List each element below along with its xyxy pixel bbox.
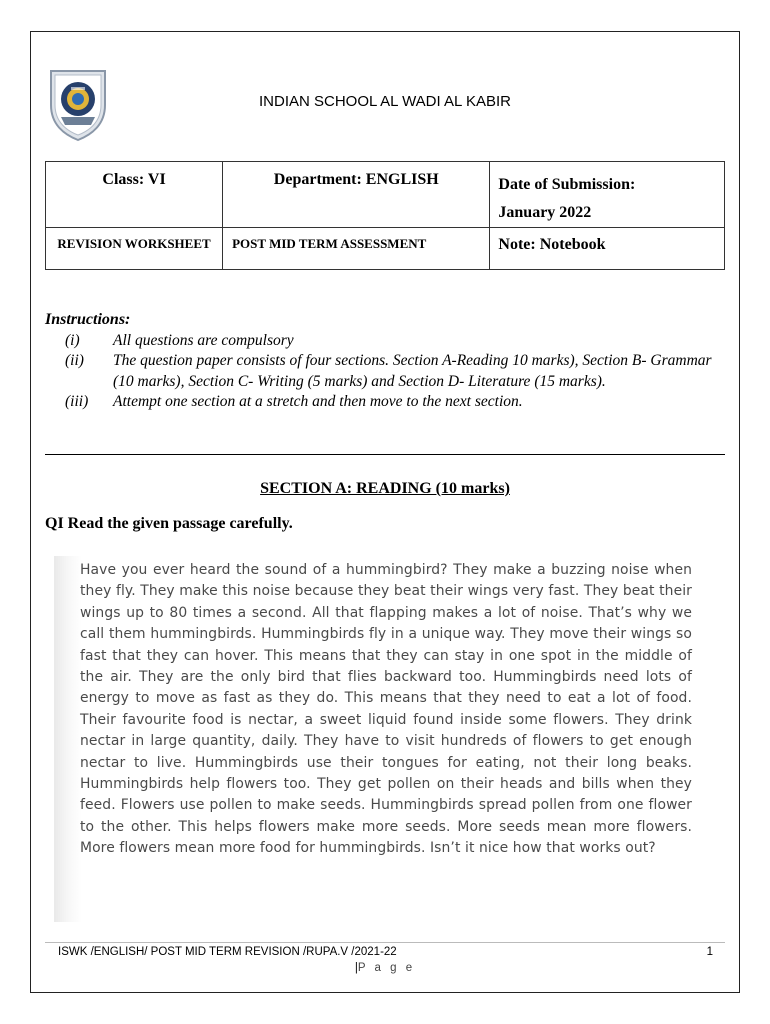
instruction-item [45, 392, 735, 413]
instruction-item [45, 331, 735, 352]
school-name: INDIAN SCHOOL AL WADI AL KABIR [258, 93, 511, 110]
worksheet-type: REVISION WORKSHEET [57, 236, 211, 251]
footer-divider [45, 942, 725, 943]
submission-date: January 2022 [498, 204, 592, 221]
instruction-text: All questions are compulsory [113, 331, 294, 349]
reading-passage: Have you ever heard the sound of a hummingbird? They make a buzzing noise when they fly. They make this noise because they beat their wings very fast. They beat their wings up to 80 times a second. All that flapping makes a lot of noise. That’s why we call them hummingbirds. Hummingbirds fly in a unique way. They move their wings so fast that they can hover. This means that they can stay in one spot in the middle of the air. They are the only bird that flies backward too. Hummingbirds need lots of energy to move as fast as they do. This means that they need to eat a lot of food. Their favourite food is nectar, a sweet liquid found inside some flowers. They drink nectar in large quantity, daily. They have to visit hundreds of flowers to get enough nectar to live. Hummingbirds use their tongues for eating, not their long beaks. Hummingbirds help flowers too. They get pollen on their heads and bills when they feed. Flowers use pollen to make seeds. Hummingbirds spread pollen from one flower to the other. This helps flowers make more seeds. More seeds mean more flowers. More flowers mean more food for hummingbirds. Isn’t it nice how that works out? [80, 562, 692, 857]
department-label: Department: ENGLISH [273, 171, 439, 188]
info-table [45, 161, 725, 270]
assessment-label: POST MID TERM ASSESSMENT [232, 236, 427, 251]
page-label-divider: | [354, 962, 358, 974]
instructions-title: Instructions: [45, 311, 131, 328]
instruction-number: (iii) [65, 393, 89, 410]
question-title: QI Read the given passage carefully. [45, 515, 293, 532]
page-label-text: P a g e [357, 962, 416, 974]
instruction-number: (i) [65, 331, 80, 349]
instruction-text: Attempt one section at a stretch and then move to the next section. [113, 393, 523, 410]
page-label [0, 962, 770, 974]
footer-text: ISWK /ENGLISH/ POST MID TERM REVISION /RUPA.V /2021-22 [58, 946, 397, 958]
note-label: Note: Notebook [498, 236, 606, 253]
instruction-number: (ii) [65, 352, 84, 369]
instructions [45, 310, 735, 413]
instruction-item [45, 351, 735, 392]
page-number: 1 [706, 946, 713, 958]
instruction-text: The question paper consists of four sections. Section A-Reading 10 marks), Section B- Grammar (10 marks), Section C- Writing (5 marks) and Section D- Literature (15 marks). [113, 352, 712, 390]
class-label: Class: VI [102, 171, 166, 188]
divider [45, 454, 725, 455]
section-heading: SECTION A: READING (10 marks) [260, 480, 510, 497]
submission-label: Date of Submission: [498, 176, 636, 193]
